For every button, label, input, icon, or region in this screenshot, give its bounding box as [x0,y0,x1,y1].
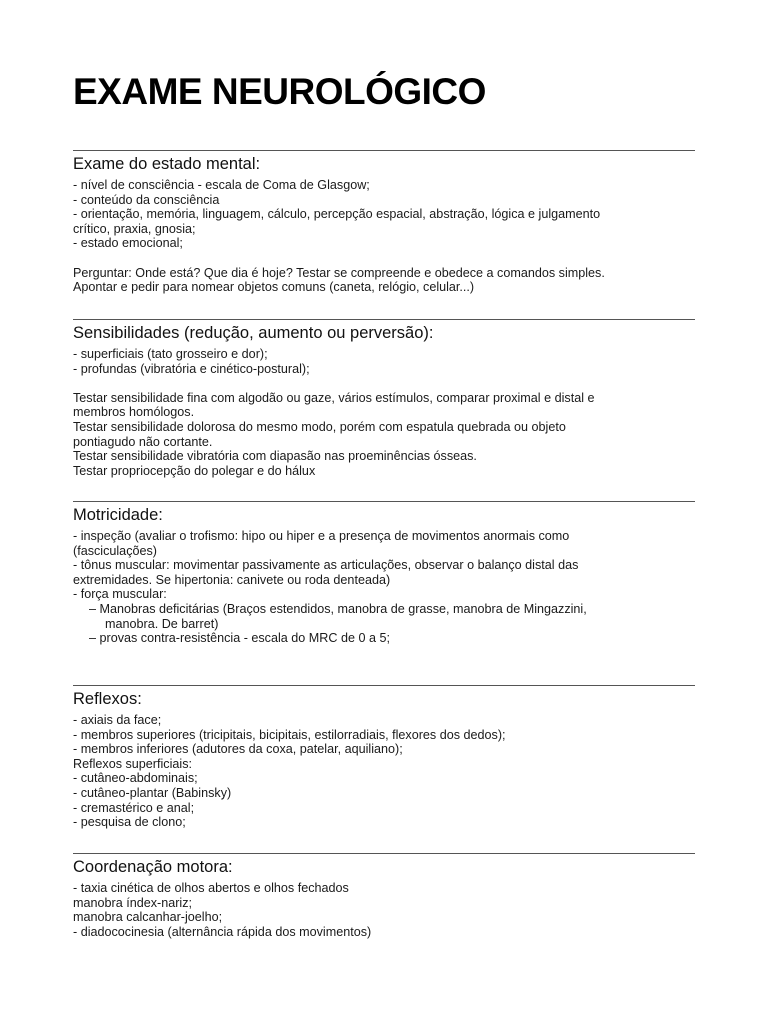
section-heading: Coordenação motora: [73,858,233,876]
section-divider [73,501,695,502]
section-mental-state [73,150,695,295]
text-line: membros homólogos. [73,405,195,420]
text-line: Apontar e pedir para nomear objetos comuns (caneta, relógio, celular...) [73,280,475,295]
text-line: - diadococinesia (alternância rápida dos movimentos) [73,924,372,939]
section-divider [73,319,695,320]
text-line: - cutâneo-abdominais; [73,771,198,786]
section-sensibility [73,319,695,478]
text-line: (fasciculações) [73,543,157,558]
section-divider [73,150,695,151]
text-line: extremidades. Se hipertonia: canivete ou roda denteada) [73,572,391,587]
text-line: - superficiais (tato grosseiro e dor); [73,347,268,361]
text-line: - cremastérico e anal; [73,800,195,815]
text-line: - membros inferiores (adutores da coxa, patelar, aquiliano); [73,742,403,757]
text-line: - força muscular: [73,587,167,602]
section-heading: Motricidade: [73,506,163,524]
section-heading: Reflexos: [73,690,142,708]
section-heading: Exame do estado mental: [73,155,261,173]
text-line: manobra. De barret) [105,616,219,631]
text-line: - profundas (vibratória e cinético-postural); [73,361,310,376]
text-line: - nível de consciência - escala de Coma de Glasgow; [73,178,370,192]
blank-line [73,376,695,391]
text-line: pontiagudo não cortante. [73,434,213,449]
text-line: – provas contra-resistência - escala do MRC de 0 a 5; [89,631,390,646]
text-line: - conteúdo da consciência [73,192,220,207]
text-line: manobra índex-nariz; [73,895,193,910]
text-line: - pesquisa de clono; [73,815,186,830]
page-title: EXAME NEUROLÓGICO [73,71,486,112]
section-body [73,178,695,295]
section-body [73,529,695,646]
text-line: Perguntar: Onde está? Que dia é hoje? Testar se compreende e obedece a comandos simples. [73,265,605,280]
section-coordination [73,853,695,939]
text-line: - estado emocional; [73,236,183,251]
text-line: - membros superiores (tricipitais, bicipitais, estilorradiais, flexores dos dedos); [73,727,506,742]
text-line: manobra calcanhar-joelho; [73,910,223,925]
text-line: - orientação, memória, linguagem, cálculo, percepção espacial, abstração, lógica e julgamento [73,207,601,222]
text-line: - taxia cinética de olhos abertos e olhos fechados [73,881,349,895]
text-line: Testar sensibilidade dolorosa do mesmo modo, porém com espatula quebrada ou objeto [73,419,566,434]
text-line: - tônus muscular: movimentar passivamente as articulações, observar o balanço distal das [73,558,579,573]
blank-line [73,251,695,266]
section-body [73,881,695,939]
text-line: Reflexos superficiais: [73,756,192,771]
section-body [73,713,695,830]
section-heading: Sensibilidades (redução, aumento ou perversão): [73,324,434,342]
text-line: – Manobras deficitárias (Braços estendidos, manobra de grasse, manobra de Mingazzini, [89,601,587,616]
section-body [73,347,695,478]
text-line: - cutâneo-plantar (Babinsky) [73,785,232,800]
text-line: Testar sensibilidade vibratória com diapasão nas proeminências ósseas. [73,449,477,464]
text-line: - axiais da face; [73,713,162,727]
section-motricity [73,501,695,646]
section-divider [73,853,695,854]
section-reflexes [73,685,695,830]
text-line: Testar propriocepção do polegar e do hálux [73,463,316,478]
text-line: Testar sensibilidade fina com algodão ou gaze, vários estímulos, comparar proximal e distal e [73,390,595,405]
section-divider [73,685,695,686]
text-line: crítico, praxia, gnosia; [73,221,196,236]
text-line: - inspeção (avaliar o trofismo: hipo ou hiper e a presença de movimentos anormais como [73,529,570,543]
